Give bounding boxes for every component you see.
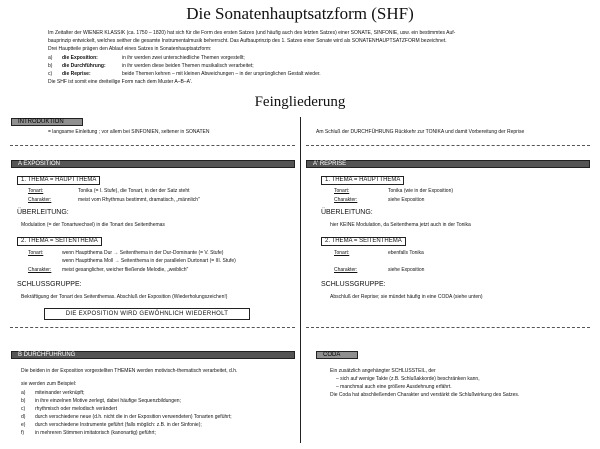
exposition-ueberleitung-heading: ÜBERLEITUNG: (17, 209, 69, 216)
exposition-tonart-label: Tonart: (28, 188, 44, 194)
intro-line: Drei Hauptteile prägen den Ablauf eines Satzes in Sonatenhauptsatzform: (48, 46, 212, 53)
coda-line4: Die Coda hat abschließenden Charakter und verstärkt die Schlußwirkung des Satzes. (330, 392, 520, 398)
exposition-ueberleitung-text: Modulation (= der Tonartwechsel) in die Tonart des Seitenthemas (21, 222, 165, 228)
dashed-separator (306, 327, 590, 328)
exposition-schlussgruppe-text: Bekräftigung der Tonart des Seitenthemas. Abschluß der Exposition (Wiederholungszeichen!) (21, 294, 228, 300)
durchfuehrung-line1: Die beiden in der Exposition vorgestellten THEMEN werden motivisch-thematisch verarbeitet, d.h. (21, 368, 238, 374)
dashed-separator (10, 327, 295, 328)
intro-item-a: a) die Exposition: in ihr werden zwei unterschiedliche Themen vorgestellt; (48, 54, 245, 61)
durchfuehrung-header: B DURCHFÜHRUNG (11, 351, 295, 359)
intro-item-c: c) die Reprise: beide Themen kehren – mit kleinen Abweichungen – in der ursprünglichen Gestalt wieder. (48, 71, 321, 78)
column-divider (300, 117, 301, 443)
page-title: Die Sonatenhauptsatzform (SHF) (186, 4, 414, 23)
exposition-t2-charakter-label: Charakter: (28, 267, 52, 273)
exposition-t2-tonart-label: Tonart: (28, 250, 44, 256)
exposition-header: A EXPOSITION (11, 160, 295, 168)
introduktion-header: INTRODUKTION (11, 118, 83, 126)
exposition-charakter-label: Charakter: (28, 197, 52, 203)
reprise-t2-tonart-label: Tonart: (334, 250, 350, 256)
list-item: a) miteinander verknüpft; (21, 390, 85, 396)
reprise-t2-charakter: siehe Exposition (388, 267, 425, 273)
intro-line: Die SHF ist somit eine dreiteilige Form nach dem Muster A–B–A'. (48, 79, 193, 86)
durchfuehrung-list (21, 389, 232, 437)
section-subtitle: Feingliederung (254, 94, 346, 110)
reprise-thema2-box: 2. THEMA = SEITENTHEMA (321, 237, 406, 246)
exposition-wiederholung-box: DIE EXPOSITION WIRD GEWÖHNLICH WIEDERHOLT (44, 308, 250, 320)
reprise-ueberleitung-text: hier KEINE Modulation, da Seitenthema jetzt auch in der Tonika (330, 222, 471, 228)
intro-item-b: b) die Durchführung: in ihr werden diese beiden Themen musikalisch verarbeitet; (48, 62, 254, 69)
coda-header: CODA (316, 351, 358, 359)
reprise-charakter-label: Charakter: (334, 197, 358, 203)
reprise-tonart-label: Tonart: (334, 188, 350, 194)
reprise-schlussgruppe-text: Abschluß der Reprise; sie mündet häufig in eine CODA (siehe unten) (330, 294, 483, 300)
reprise-thema1-box: 1. THEMA = HAUPTTHEMA (321, 176, 404, 185)
dashed-separator (10, 145, 295, 146)
exposition-tonart: Tonika (= I. Stufe), die Tonart, in der der Satz steht (78, 188, 190, 194)
reprise-header: A' REPRISE (306, 160, 590, 168)
coda-line1: Ein zusätzlich angehängter SCHLUSSTEIL, der (330, 368, 436, 374)
reprise-tonart: Tonika (wie in der Exposition) (388, 188, 454, 194)
exposition-charakter: meist vom Rhythmus bestimmt, dramatisch, „männlich" (78, 197, 200, 203)
list-item: c) rhythmisch oder melodisch verändert (21, 406, 117, 412)
reprise-ueberleitung-heading: ÜBERLEITUNG: (321, 209, 373, 216)
list-item: d) durch verschiedene neue (d.h. nicht die in der Exposition verwendeten) Tonarten geführt; (21, 414, 232, 420)
exposition-schlussgruppe-heading: SCHLUSSGRUPPE: (17, 281, 82, 288)
exposition-t2-moll: wenn Hauptthema Moll → Seitenthema in der parallelen Durtonart (= III. Stufe) (62, 258, 236, 264)
coda-line3: – manchmal auch eine größere Ausdehnung erfährt. (336, 384, 452, 390)
durchfuehrung-line2: sie werden zum Beispiel: (21, 381, 77, 387)
exposition-thema1-box: 1. THEMA = HAUPTTHEMA (17, 176, 100, 185)
intro-line: Im Zeitalter der WIENER KLASSIK (ca. 1750 – 1820) hat sich für die Form des ersten Satzes (und häufig auch des letzten Satzes) einer SONATE, SINFONIE, usw. ein bestimmtes Auf- (48, 30, 456, 36)
exposition-t2-charakter: meist gesanglicher, weicher fließende Melodie, „weiblich" (62, 267, 189, 273)
reprise-t2-charakter-label: Charakter: (334, 267, 358, 273)
reprise-t2-tonart: ebenfalls Tonika (388, 250, 424, 256)
intro-paragraph (48, 29, 455, 86)
coda-line2: – sich auf wenige Takte (z.B. Schlußakkorde) beschränken kann, (336, 376, 480, 382)
exposition-t2-dur: wenn Hauptthema Dur → Seitenthema in der Dur-Dominante (= V. Stufe) (62, 250, 224, 256)
list-item: b) in ihre einzelnen Motive zerlegt, dabei häufige Sequenzbildungen; (21, 398, 181, 404)
list-item: f) in mehreren Stimmen imitatorisch (kanonartig) geführt; (21, 430, 156, 436)
durchfuehrung-ending-note: Am Schluß der DURCHFÜHRUNG Rückkehr zur TONIKA und damit Vorbereitung der Reprise (316, 129, 525, 135)
dashed-separator (306, 145, 590, 146)
reprise-charakter: siehe Exposition (388, 197, 425, 203)
reprise-schlussgruppe-heading: SCHLUSSGRUPPE: (321, 281, 386, 288)
intro-line: bauprinzip entwickelt, welches seither die gesamte Instrumentalmusik beherrscht. Das Aufbauprinzip des 1. Satzes einer Sonate wird als SONATENHAUPTSATZFORM bezeichnet. (48, 38, 447, 45)
introduktion-text: = langsame Einleitung ; vor allem bei SINFONIEN, seltener in SONATEN (48, 129, 210, 135)
exposition-thema2-box: 2. THEMA = SEITENTHEMA (17, 237, 102, 246)
list-item: e) durch verschiedene Instrumente geführt (falls möglich: z.B. in der Sinfonie); (21, 422, 202, 428)
